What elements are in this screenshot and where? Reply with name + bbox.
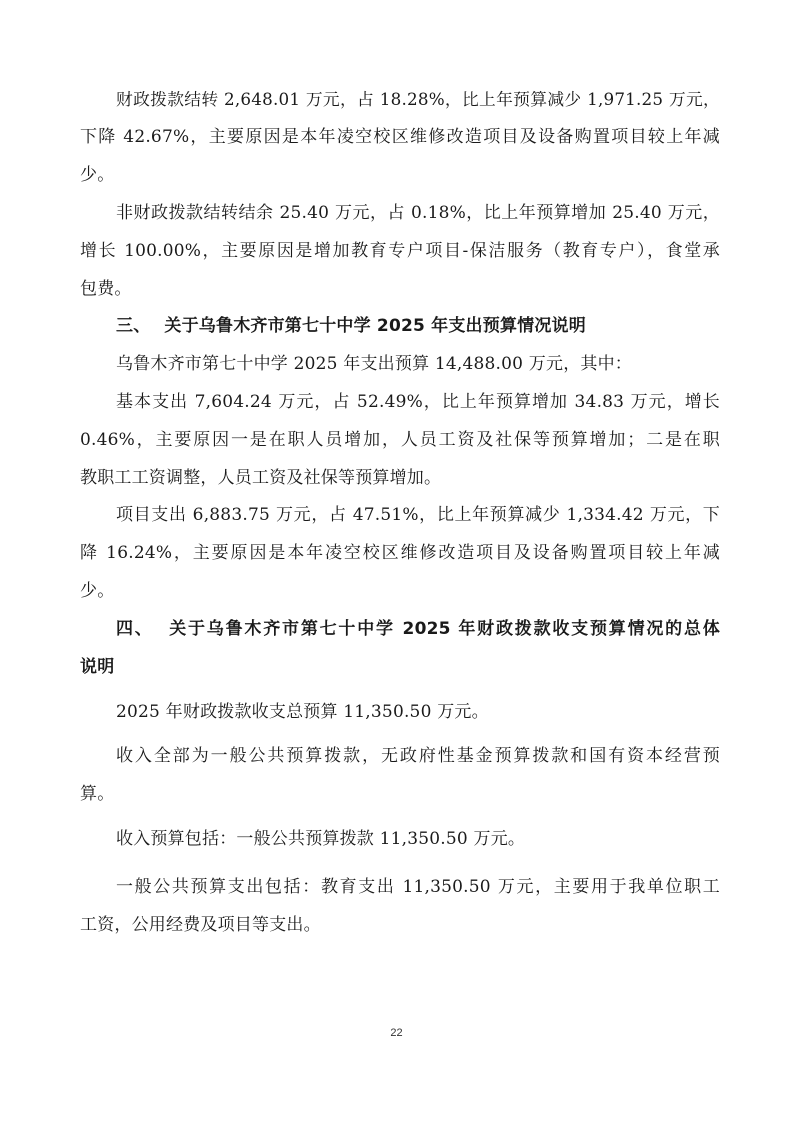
paragraph-project-expenditure-line-3: 少。	[80, 581, 115, 601]
section-heading-3	[116, 315, 720, 337]
section-heading-4-text: 关于乌鲁木齐市第七十中学 2025 年财政拨款收支预算情况的总体	[167, 619, 720, 639]
paragraph-fiscal-carryover-line-1: 财政拨款结转 2,648.01 万元，占 18.28%，比上年预算减少 1,971.25 万元，	[116, 89, 720, 109]
page-number: 22	[390, 1027, 403, 1039]
paragraph-basic-expenditure-line-2: 0.46%，主要原因一是在职人员增加，人员工资及社保等预算增加；二是在职	[80, 430, 720, 450]
paragraph-general-expenditure-line-2: 工资，公用经费及项目等支出。	[80, 915, 321, 935]
section-heading-4-number: 四、	[116, 619, 154, 639]
paragraph-income-composition-line-1: 收入全部为一般公共预算拨款，无政府性基金预算拨款和国有资本经营预	[116, 746, 720, 766]
paragraph-income-budget: 收入预算包括：一般公共预算拨款 11,350.50 万元。	[116, 829, 526, 849]
paragraph-expenditure-total: 乌鲁木齐市第七十中学 2025 年支出预算 14,488.00 万元，其中：	[116, 354, 632, 374]
paragraph-project-expenditure-line-2: 降 16.24%，主要原因是本年凌空校区维修改造项目及设备购置项目较上年减	[80, 543, 720, 563]
paragraph-fiscal-total-budget: 2025 年财政拨款收支总预算 11,350.50 万元。	[116, 702, 489, 722]
paragraph-basic-expenditure-line-3: 教职工工资调整，人员工资及社保等预算增加。	[80, 468, 442, 488]
paragraph-project-expenditure-line-1: 项目支出 6,883.75 万元，占 47.51%，比上年预算减少 1,334.42 万元，下	[116, 505, 720, 525]
paragraph-nonfiscal-carryover-line-2: 增长 100.00%，主要原因是增加教育专户项目-保洁服务（教育专户），食堂承	[80, 241, 720, 261]
paragraph-basic-expenditure-line-1: 基本支出 7,604.24 万元，占 52.49%，比上年预算增加 34.83 万元，增长	[116, 392, 720, 412]
paragraph-nonfiscal-carryover-line-3: 包费。	[80, 279, 132, 299]
section-heading-3-text: 关于乌鲁木齐市第七十中学 2025 年支出预算情况说明	[164, 316, 586, 336]
paragraph-fiscal-carryover-line-2: 下降 42.67%，主要原因是本年凌空校区维修改造项目及设备购置项目较上年减	[80, 127, 720, 147]
paragraph-nonfiscal-carryover-line-1: 非财政拨款结转结余 25.40 万元，占 0.18%，比上年预算增加 25.40 万元，	[116, 203, 720, 223]
paragraph-fiscal-carryover-line-3: 少。	[80, 165, 115, 185]
section-heading-4-line-1	[116, 618, 720, 640]
paragraph-income-composition-line-2: 算。	[80, 784, 115, 804]
section-heading-4-line-2: 说明	[80, 657, 115, 677]
paragraph-general-expenditure-line-1: 一般公共预算支出包括：教育支出 11,350.50 万元，主要用于我单位职工	[116, 877, 720, 897]
section-heading-3-number: 三、	[116, 316, 151, 336]
